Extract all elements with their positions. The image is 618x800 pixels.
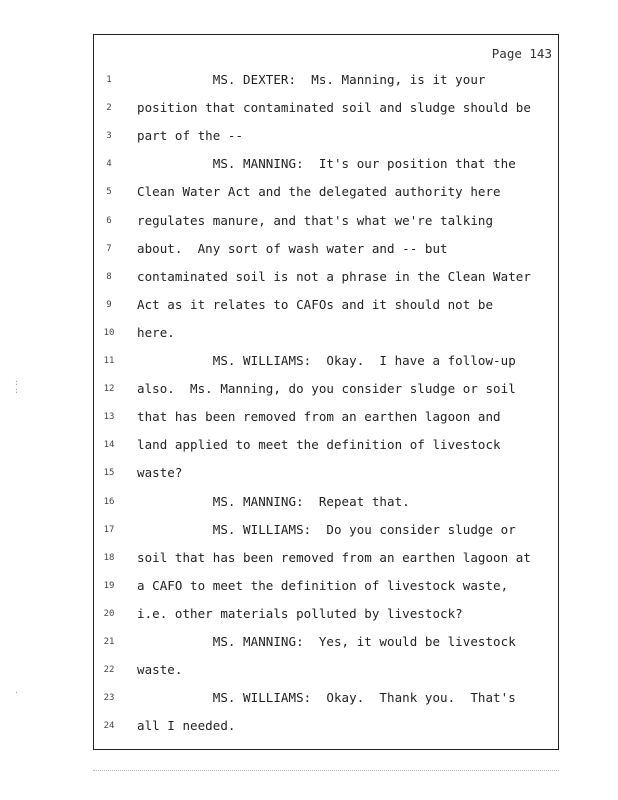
transcript-page (93, 34, 559, 750)
transcript-line: i.e. other materials polluted by livestock? (137, 605, 463, 621)
line-number: 7 (106, 243, 112, 254)
line-number: 22 (103, 665, 115, 676)
line-number: 6 (106, 215, 112, 226)
transcript-line: also. Ms. Manning, do you consider sludge or soil (137, 381, 516, 397)
transcript-line: MS. WILLIAMS: Okay. Thank you. That's (137, 690, 516, 706)
transcript-line: MS. MANNING: Yes, it would be livestock (137, 634, 516, 649)
line-number: 23 (103, 693, 115, 704)
transcript-line: Act as it relates to CAFOs and it should not be (137, 296, 494, 312)
transcript-line: land applied to meet the definition of livestock (137, 437, 501, 453)
margin-mark: : (14, 378, 19, 387)
line-number: 12 (103, 384, 115, 395)
line-number: 18 (103, 552, 115, 563)
line-number: 11 (103, 356, 115, 366)
line-number: 16 (103, 496, 115, 507)
line-number: 17 (103, 524, 115, 535)
line-number: 5 (106, 187, 112, 198)
page-number: Page 143 (491, 46, 552, 61)
transcript-line: MS. MANNING: Repeat that. (137, 493, 410, 509)
transcript-line: position that contaminated soil and sludge should be (137, 100, 531, 116)
line-number: 2 (106, 103, 112, 114)
transcript-line: MS. WILLIAMS: Do you consider sludge or (137, 521, 516, 537)
transcript-line: soil that has been removed from an earthen lagoon at (137, 549, 531, 565)
margin-mark: · (14, 688, 19, 697)
line-number-column (94, 35, 134, 749)
line-number: 10 (103, 327, 115, 338)
line-number: 3 (106, 131, 112, 142)
line-number: 13 (103, 412, 115, 423)
transcript-line: contaminated soil is not a phrase in the Clean Water (137, 268, 531, 284)
transcript-line: waste? (137, 465, 183, 481)
transcript-line: part of the -- (137, 128, 244, 144)
line-number: 20 (103, 608, 115, 619)
transcript-line: that has been removed from an earthen lagoon and (137, 409, 501, 425)
margin-mark: : (14, 386, 19, 395)
line-number: 14 (103, 440, 115, 451)
transcript-line: Clean Water Act and the delegated authority here (137, 184, 501, 200)
line-number: 8 (106, 271, 112, 282)
transcript-line: MS. MANNING: It's our position that the (137, 156, 516, 172)
transcript-line: all I needed. (137, 718, 236, 734)
transcript-line: waste. (137, 662, 183, 678)
transcript-line: here. (137, 324, 175, 340)
line-number: 15 (103, 468, 115, 479)
transcript-line: about. Any sort of wash water and -- but (137, 240, 448, 256)
line-number: 21 (103, 637, 115, 647)
line-number: 24 (103, 721, 115, 732)
line-number: 1 (106, 75, 112, 85)
footer-rule (93, 770, 559, 775)
line-number: 19 (103, 580, 115, 591)
transcript-line: regulates manure, and that's what we're talking (137, 212, 494, 228)
transcript-line: MS. WILLIAMS: Okay. I have a follow-up (137, 353, 516, 368)
transcript-line: a CAFO to meet the definition of livestock waste, (137, 577, 509, 593)
transcript-line: MS. DEXTER: Ms. Manning, is it your (137, 72, 486, 87)
line-number: 4 (106, 159, 112, 170)
line-number: 9 (106, 299, 112, 310)
